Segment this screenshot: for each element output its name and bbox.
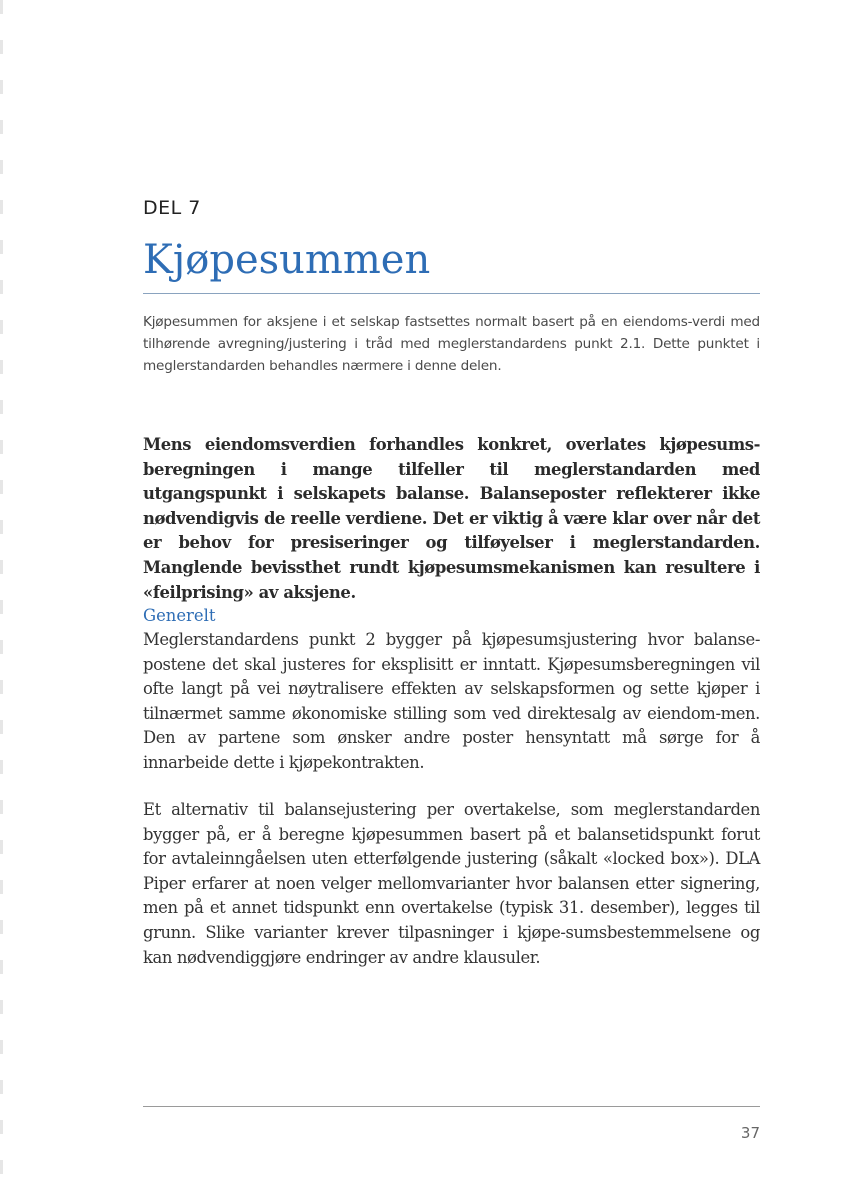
- footer-divider: [143, 1106, 760, 1107]
- page-title: Kjøpesummen: [143, 237, 431, 283]
- body-paragraph-1: Meglerstandardens punkt 2 bygger på kjøpesumsjustering hvor balanse-postene det skal justeres for eksplisitt er inntatt. Kjøpesumsberegningen vil ofte langt på vei nøytralisere effekten av selskapsformen og sette kjøper i tilnærmet samme økonomiske stilling som ved direktesalg av eiendom-men. Den av partene som ønsker andre poster hensyntatt må sørge for å innarbeide dette i kjøpekontrakten.: [143, 630, 760, 772]
- page-number: 37: [740, 1124, 760, 1142]
- lead-paragraph: Mens eiendomsverdien forhandles konkret, overlates kjøpesums-beregningen i mange tilfeller til meglerstandarden med utgangspunkt i selskapets balanse. Balanseposter reflekterer ikke nødvendigvis de reelle verdiene. Det er viktig å være klar over når det er behov for presiseringer og tilføyelser i meglerstandarden. Manglende bevissthet rundt kjøpesumsmekanismen kan resultere i «feilprising» av aksjene.: [143, 435, 760, 602]
- section-heading: Generelt: [143, 606, 216, 625]
- page-edge-marks: [0, 0, 3, 1200]
- part-label: DEL 7: [143, 197, 201, 219]
- intro-paragraph: Kjøpesummen for aksjene i et selskap fastsettes normalt basert på en eiendoms-verdi med tilhørende avregning/justering i tråd med meglerstandardens punkt 2.1. Dette punktet i meglerstandarden behandles nærmere i denne delen.: [143, 314, 760, 374]
- body-paragraph-2: Et alternativ til balansejustering per overtakelse, som meglerstandarden bygger på, er å beregne kjøpesummen basert på et balansetidspunkt forut for avtaleinngåelsen uten etterfølgende justering (såkalt «locked box»). DLA Piper erfarer at noen velger mellomvarianter hvor balansen etter signering, men på et annet tidspunkt enn overtakelse (typisk 31. desember), legges til grunn. Slike varianter krever tilpasninger i kjøpe-sumsbestemmelsene og kan nødvendiggjøre endringer av andre klausuler.: [143, 800, 760, 967]
- title-divider: [143, 293, 760, 294]
